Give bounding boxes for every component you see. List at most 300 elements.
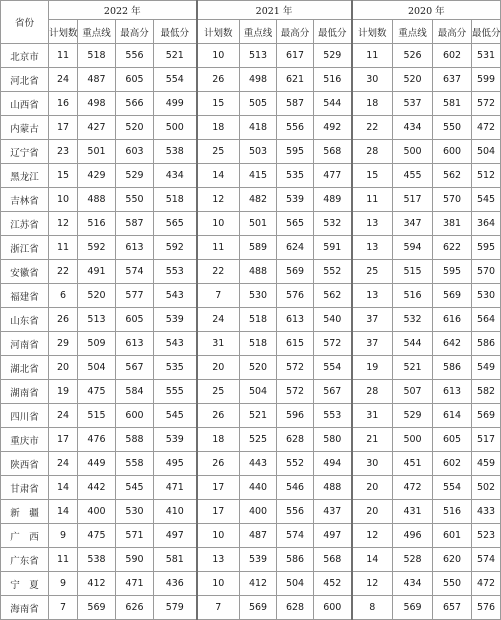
- score-cell: 15: [352, 164, 393, 188]
- score-cell: 18: [197, 428, 240, 452]
- score-cell: 437: [314, 500, 352, 524]
- score-cell: 20: [49, 356, 78, 380]
- score-cell: 518: [154, 188, 197, 212]
- province-cell: 海南省: [1, 596, 49, 620]
- score-cell: 6: [49, 284, 78, 308]
- score-cell: 19: [352, 356, 393, 380]
- score-cell: 568: [314, 548, 352, 572]
- score-cell: 26: [197, 68, 240, 92]
- province-cell: 福建省: [1, 284, 49, 308]
- header-year-row: [1, 1, 501, 20]
- score-cell: 498: [78, 92, 116, 116]
- table-row: [1, 260, 501, 284]
- score-cell: 567: [116, 356, 154, 380]
- province-cell: 湖北省: [1, 356, 49, 380]
- score-cell: 613: [433, 380, 472, 404]
- province-cell: 黑龙江: [1, 164, 49, 188]
- score-cell: 528: [393, 548, 433, 572]
- score-cell: 621: [277, 68, 314, 92]
- score-cell: 13: [352, 212, 393, 236]
- score-cell: 25: [197, 140, 240, 164]
- score-cell: 535: [154, 356, 197, 380]
- table-row: [1, 452, 501, 476]
- province-cell: 宁 夏: [1, 572, 49, 596]
- col-max-2020: 最高分: [433, 20, 472, 44]
- table-row: [1, 332, 501, 356]
- score-cell: 11: [49, 44, 78, 68]
- score-cell: 21: [352, 428, 393, 452]
- score-cell: 520: [116, 116, 154, 140]
- score-cell: 475: [78, 380, 116, 404]
- score-cell: 503: [240, 140, 277, 164]
- score-cell: 620: [433, 548, 472, 572]
- score-cell: 12: [352, 524, 393, 548]
- score-cell: 624: [277, 236, 314, 260]
- score-cell: 545: [472, 188, 501, 212]
- score-cell: 550: [433, 116, 472, 140]
- score-cell: 26: [197, 404, 240, 428]
- score-cell: 24: [49, 404, 78, 428]
- score-cell: 23: [49, 140, 78, 164]
- province-cell: 四川省: [1, 404, 49, 428]
- table-row: [1, 572, 501, 596]
- score-cell: 539: [154, 428, 197, 452]
- score-cell: 526: [393, 44, 433, 68]
- score-cell: 603: [116, 140, 154, 164]
- score-cell: 525: [240, 428, 277, 452]
- score-cell: 516: [78, 212, 116, 236]
- province-cell: 河北省: [1, 68, 49, 92]
- score-cell: 17: [197, 476, 240, 500]
- score-cell: 20: [197, 356, 240, 380]
- score-cell: 482: [240, 188, 277, 212]
- score-cell: 30: [352, 452, 393, 476]
- table-row: [1, 380, 501, 404]
- score-cell: 568: [314, 140, 352, 164]
- score-cell: 574: [472, 548, 501, 572]
- score-cell: 10: [197, 44, 240, 68]
- score-cell: 613: [116, 236, 154, 260]
- score-cell: 443: [240, 452, 277, 476]
- col-keyline-2020: 重点线: [393, 20, 433, 44]
- province-cell: 山东省: [1, 308, 49, 332]
- score-cell: 530: [116, 500, 154, 524]
- table-row: [1, 212, 501, 236]
- score-cell: 582: [472, 380, 501, 404]
- score-cell: 37: [352, 308, 393, 332]
- score-cell: 520: [78, 284, 116, 308]
- score-cell: 455: [393, 164, 433, 188]
- score-cell: 14: [49, 500, 78, 524]
- score-cell: 472: [393, 476, 433, 500]
- score-cell: 28: [352, 380, 393, 404]
- score-cell: 18: [197, 116, 240, 140]
- table-row: [1, 284, 501, 308]
- score-cell: 572: [472, 92, 501, 116]
- score-cell: 507: [393, 380, 433, 404]
- score-cell: 595: [277, 140, 314, 164]
- score-cell: 518: [240, 332, 277, 356]
- score-cell: 429: [78, 164, 116, 188]
- score-cell: 12: [352, 572, 393, 596]
- score-cell: 9: [49, 524, 78, 548]
- score-cell: 504: [472, 140, 501, 164]
- score-cell: 8: [352, 596, 393, 620]
- score-cell: 569: [472, 404, 501, 428]
- score-cell: 605: [433, 428, 472, 452]
- score-cell: 569: [393, 596, 433, 620]
- score-cell: 537: [393, 92, 433, 116]
- table-row: [1, 548, 501, 572]
- table-row: [1, 308, 501, 332]
- table-row: [1, 596, 501, 620]
- score-cell: 15: [197, 92, 240, 116]
- score-cell: 20: [352, 500, 393, 524]
- score-cell: 581: [433, 92, 472, 116]
- score-cell: 613: [277, 308, 314, 332]
- score-cell: 576: [472, 596, 501, 620]
- score-cell: 562: [433, 164, 472, 188]
- score-cell: 532: [393, 308, 433, 332]
- score-cell: 545: [154, 404, 197, 428]
- score-cell: 7: [49, 596, 78, 620]
- score-cell: 622: [433, 236, 472, 260]
- score-cell: 565: [154, 212, 197, 236]
- table-row: [1, 500, 501, 524]
- score-cell: 26: [197, 452, 240, 476]
- province-cell: 广东省: [1, 548, 49, 572]
- score-cell: 471: [154, 476, 197, 500]
- score-cell: 7: [197, 284, 240, 308]
- score-cell: 516: [393, 284, 433, 308]
- table-row: [1, 68, 501, 92]
- score-cell: 418: [240, 116, 277, 140]
- score-cell: 489: [314, 188, 352, 212]
- score-cell: 347: [393, 212, 433, 236]
- score-cell: 13: [352, 236, 393, 260]
- score-cell: 554: [314, 356, 352, 380]
- score-cell: 513: [78, 308, 116, 332]
- score-cell: 599: [472, 68, 501, 92]
- score-cell: 11: [49, 548, 78, 572]
- score-cell: 590: [116, 548, 154, 572]
- score-cell: 601: [433, 524, 472, 548]
- score-cell: 488: [314, 476, 352, 500]
- score-cell: 554: [154, 68, 197, 92]
- score-cell: 588: [116, 428, 154, 452]
- col-min-2020: 最低分: [472, 20, 501, 44]
- score-cell: 520: [240, 356, 277, 380]
- score-cell: 594: [393, 236, 433, 260]
- score-cell: 11: [197, 236, 240, 260]
- score-cell: 431: [393, 500, 433, 524]
- score-cell: 37: [352, 332, 393, 356]
- col-plan-2022: 计划数: [49, 20, 78, 44]
- col-min-2021: 最低分: [314, 20, 352, 44]
- score-cell: 556: [277, 116, 314, 140]
- table-row: [1, 476, 501, 500]
- score-cell: 412: [78, 572, 116, 596]
- score-cell: 600: [116, 404, 154, 428]
- score-cell: 13: [197, 548, 240, 572]
- score-cell: 10: [197, 572, 240, 596]
- score-cell: 589: [240, 236, 277, 260]
- score-cell: 433: [472, 500, 501, 524]
- score-cell: 7: [197, 596, 240, 620]
- score-cell: 505: [240, 92, 277, 116]
- score-cell: 579: [154, 596, 197, 620]
- score-cell: 509: [78, 332, 116, 356]
- score-cell: 516: [314, 68, 352, 92]
- table-row: [1, 92, 501, 116]
- score-cell: 543: [154, 332, 197, 356]
- province-cell: 新 疆: [1, 500, 49, 524]
- score-cell: 494: [314, 452, 352, 476]
- score-cell: 586: [277, 548, 314, 572]
- score-cell: 436: [154, 572, 197, 596]
- score-cell: 605: [116, 68, 154, 92]
- score-cell: 569: [433, 284, 472, 308]
- score-cell: 477: [314, 164, 352, 188]
- score-cell: 613: [116, 332, 154, 356]
- table-row: [1, 140, 501, 164]
- score-cell: 488: [78, 188, 116, 212]
- table-row: [1, 236, 501, 260]
- score-cell: 615: [277, 332, 314, 356]
- score-cell: 22: [197, 260, 240, 284]
- score-cell: 529: [116, 164, 154, 188]
- score-cell: 472: [472, 572, 501, 596]
- score-cell: 442: [78, 476, 116, 500]
- score-cell: 572: [277, 356, 314, 380]
- score-cell: 566: [116, 92, 154, 116]
- score-cell: 434: [154, 164, 197, 188]
- province-cell: 河南省: [1, 332, 49, 356]
- score-cell: 499: [154, 92, 197, 116]
- score-cell: 556: [277, 500, 314, 524]
- score-cell: 605: [116, 308, 154, 332]
- score-cell: 569: [240, 596, 277, 620]
- score-cell: 410: [154, 500, 197, 524]
- score-cell: 17: [49, 116, 78, 140]
- score-cell: 452: [314, 572, 352, 596]
- score-cell: 555: [154, 380, 197, 404]
- score-cell: 12: [49, 212, 78, 236]
- score-cell: 552: [277, 452, 314, 476]
- score-cell: 531: [472, 44, 501, 68]
- header-year-2022: 2022 年: [49, 1, 197, 20]
- province-cell: 内蒙古: [1, 116, 49, 140]
- province-cell: 湖南省: [1, 380, 49, 404]
- score-cell: 571: [116, 524, 154, 548]
- score-cell: 545: [116, 476, 154, 500]
- score-cell: 587: [116, 212, 154, 236]
- score-cell: 521: [154, 44, 197, 68]
- province-cell: 辽宁省: [1, 140, 49, 164]
- score-cell: 595: [433, 260, 472, 284]
- score-cell: 552: [314, 260, 352, 284]
- score-cell: 595: [472, 236, 501, 260]
- score-cell: 14: [197, 164, 240, 188]
- province-cell: 陕西省: [1, 452, 49, 476]
- score-cell: 569: [277, 260, 314, 284]
- score-cell: 501: [240, 212, 277, 236]
- score-cell: 657: [433, 596, 472, 620]
- score-cell: 628: [277, 428, 314, 452]
- score-cell: 504: [277, 572, 314, 596]
- score-cell: 529: [393, 404, 433, 428]
- score-cell: 614: [433, 404, 472, 428]
- score-cell: 637: [433, 68, 472, 92]
- score-cell: 513: [240, 44, 277, 68]
- score-cell: 504: [240, 380, 277, 404]
- header-column-row: [1, 20, 501, 44]
- score-cell: 31: [352, 404, 393, 428]
- score-cell: 15: [49, 164, 78, 188]
- score-cell: 434: [393, 116, 433, 140]
- score-cell: 574: [116, 260, 154, 284]
- score-cell: 14: [352, 548, 393, 572]
- score-cell: 488: [240, 260, 277, 284]
- score-cell: 587: [277, 92, 314, 116]
- score-cell: 9: [49, 572, 78, 596]
- score-cell: 626: [116, 596, 154, 620]
- score-cell: 26: [49, 308, 78, 332]
- table-row: [1, 164, 501, 188]
- score-cell: 564: [472, 308, 501, 332]
- score-cell: 24: [49, 68, 78, 92]
- score-cell: 498: [240, 68, 277, 92]
- score-cell: 14: [49, 476, 78, 500]
- score-cell: 10: [49, 188, 78, 212]
- score-cell: 543: [154, 284, 197, 308]
- score-cell: 471: [116, 572, 154, 596]
- score-cell: 412: [240, 572, 277, 596]
- score-cell: 515: [393, 260, 433, 284]
- score-cell: 616: [433, 308, 472, 332]
- score-cell: 491: [78, 260, 116, 284]
- table-row: [1, 44, 501, 68]
- score-cell: 535: [277, 164, 314, 188]
- score-cell: 517: [393, 188, 433, 212]
- score-cell: 518: [78, 44, 116, 68]
- score-cell: 25: [352, 260, 393, 284]
- score-cell: 17: [49, 428, 78, 452]
- score-cell: 17: [197, 500, 240, 524]
- table-row: [1, 428, 501, 452]
- score-cell: 516: [433, 500, 472, 524]
- score-cell: 427: [78, 116, 116, 140]
- table-body: [1, 44, 501, 620]
- score-cell: 13: [352, 284, 393, 308]
- score-cell: 562: [314, 284, 352, 308]
- score-cell: 24: [197, 308, 240, 332]
- score-cell: 586: [472, 332, 501, 356]
- score-cell: 642: [433, 332, 472, 356]
- score-cell: 22: [49, 260, 78, 284]
- score-cell: 540: [314, 308, 352, 332]
- province-cell: 重庆市: [1, 428, 49, 452]
- score-cell: 500: [393, 428, 433, 452]
- col-keyline-2022: 重点线: [78, 20, 116, 44]
- score-cell: 600: [314, 596, 352, 620]
- score-cell: 11: [49, 236, 78, 260]
- score-cell: 20: [352, 476, 393, 500]
- score-cell: 520: [393, 68, 433, 92]
- score-cell: 572: [277, 380, 314, 404]
- province-cell: 甘肃省: [1, 476, 49, 500]
- province-cell: 浙江省: [1, 236, 49, 260]
- score-cell: 539: [240, 548, 277, 572]
- score-cell: 459: [472, 452, 501, 476]
- score-cell: 487: [240, 524, 277, 548]
- score-cell: 497: [314, 524, 352, 548]
- score-cell: 500: [154, 116, 197, 140]
- score-cell: 581: [154, 548, 197, 572]
- score-cell: 381: [433, 212, 472, 236]
- score-cell: 592: [154, 236, 197, 260]
- score-cell: 532: [314, 212, 352, 236]
- score-cell: 592: [78, 236, 116, 260]
- province-cell: 江苏省: [1, 212, 49, 236]
- score-cell: 602: [433, 44, 472, 68]
- score-cell: 515: [78, 404, 116, 428]
- score-cell: 521: [393, 356, 433, 380]
- score-cell: 553: [154, 260, 197, 284]
- score-cell: 576: [277, 284, 314, 308]
- table-row: [1, 404, 501, 428]
- header-year-2020: 2020 年: [352, 1, 501, 20]
- table-row: [1, 116, 501, 140]
- score-cell: 554: [433, 476, 472, 500]
- score-cell: 558: [116, 452, 154, 476]
- header-year-2021: 2021 年: [197, 1, 352, 20]
- col-min-2022: 最低分: [154, 20, 197, 44]
- score-cell: 19: [49, 380, 78, 404]
- score-cell: 602: [433, 452, 472, 476]
- score-cell: 500: [393, 140, 433, 164]
- score-cell: 29: [49, 332, 78, 356]
- score-cell: 18: [352, 92, 393, 116]
- score-cell: 556: [116, 44, 154, 68]
- province-cell: 广 西: [1, 524, 49, 548]
- table-row: [1, 188, 501, 212]
- score-cell: 497: [154, 524, 197, 548]
- header-province: 省份: [1, 1, 49, 44]
- score-cell: 580: [314, 428, 352, 452]
- score-cell: 523: [472, 524, 501, 548]
- col-plan-2020: 计划数: [352, 20, 393, 44]
- score-cell: 487: [78, 68, 116, 92]
- score-cell: 504: [78, 356, 116, 380]
- score-cell: 570: [433, 188, 472, 212]
- col-keyline-2021: 重点线: [240, 20, 277, 44]
- score-cell: 415: [240, 164, 277, 188]
- score-cell: 550: [433, 572, 472, 596]
- score-cell: 574: [277, 524, 314, 548]
- score-cell: 364: [472, 212, 501, 236]
- score-cell: 572: [314, 332, 352, 356]
- score-cell: 449: [78, 452, 116, 476]
- score-cell: 530: [472, 284, 501, 308]
- score-cell: 530: [240, 284, 277, 308]
- score-cell: 400: [78, 500, 116, 524]
- province-cell: 北京市: [1, 44, 49, 68]
- score-cell: 617: [277, 44, 314, 68]
- score-cell: 517: [472, 428, 501, 452]
- score-cell: 501: [78, 140, 116, 164]
- score-cell: 22: [352, 116, 393, 140]
